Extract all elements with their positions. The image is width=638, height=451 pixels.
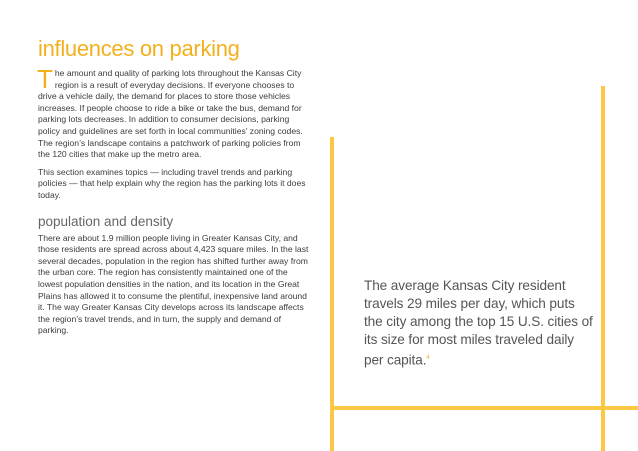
- section-paragraph: There are about 1.9 million people living in Greater Kansas City, and those residents are spread across about 4,423 square miles. In the last several decades, population in the region has shifted further away from the urban core. The region has consistently maintained one of the lowest population densities in the nation, and its location in the Great Plains has allowed it to consume the plentiful, inexpensive land around it. The way Greater Kansas City develops across its landscape affects the region’s travel trends, and in turn, the supply and demand of parking.: [38, 232, 309, 336]
- drop-cap: T: [37, 64, 53, 94]
- pull-quote: [364, 277, 596, 370]
- page-title: influences on parking: [38, 36, 240, 61]
- pull-quote-text: The average Kansas City resident travels 29 miles per day, which puts the city among the top 15 U.S. cities of its size for most miles traveled daily per capita.: [364, 278, 593, 368]
- decorative-horizontal-line: [330, 406, 638, 410]
- intro-paragraph: [37, 64, 312, 161]
- left-column: [38, 36, 312, 337]
- section-title: population and density: [38, 213, 174, 229]
- footnote-marker: 4: [426, 355, 430, 361]
- decorative-vertical-line-left: [330, 137, 334, 451]
- section-summary-paragraph: This section examines topics — including travel trends and parking policies — that help explain why the region has the parking lots it does today.: [38, 166, 306, 200]
- decorative-vertical-line-right: [601, 86, 605, 451]
- intro-text: he amount and quality of parking lots throughout the Kansas City region is a result of everyday decisions. If everyone chooses to drive a vehicle daily, the demand for places to store those vehicles increases. If people choose to ride a bike or take the bus, demand for parking lots decreases. In addition to consumer decisions, parking policy and guidelines are set forth in local communities’ zoning codes. The region’s landscape contains a patchwork of parking policies from the 120 cities that make up the metro area.: [38, 68, 303, 160]
